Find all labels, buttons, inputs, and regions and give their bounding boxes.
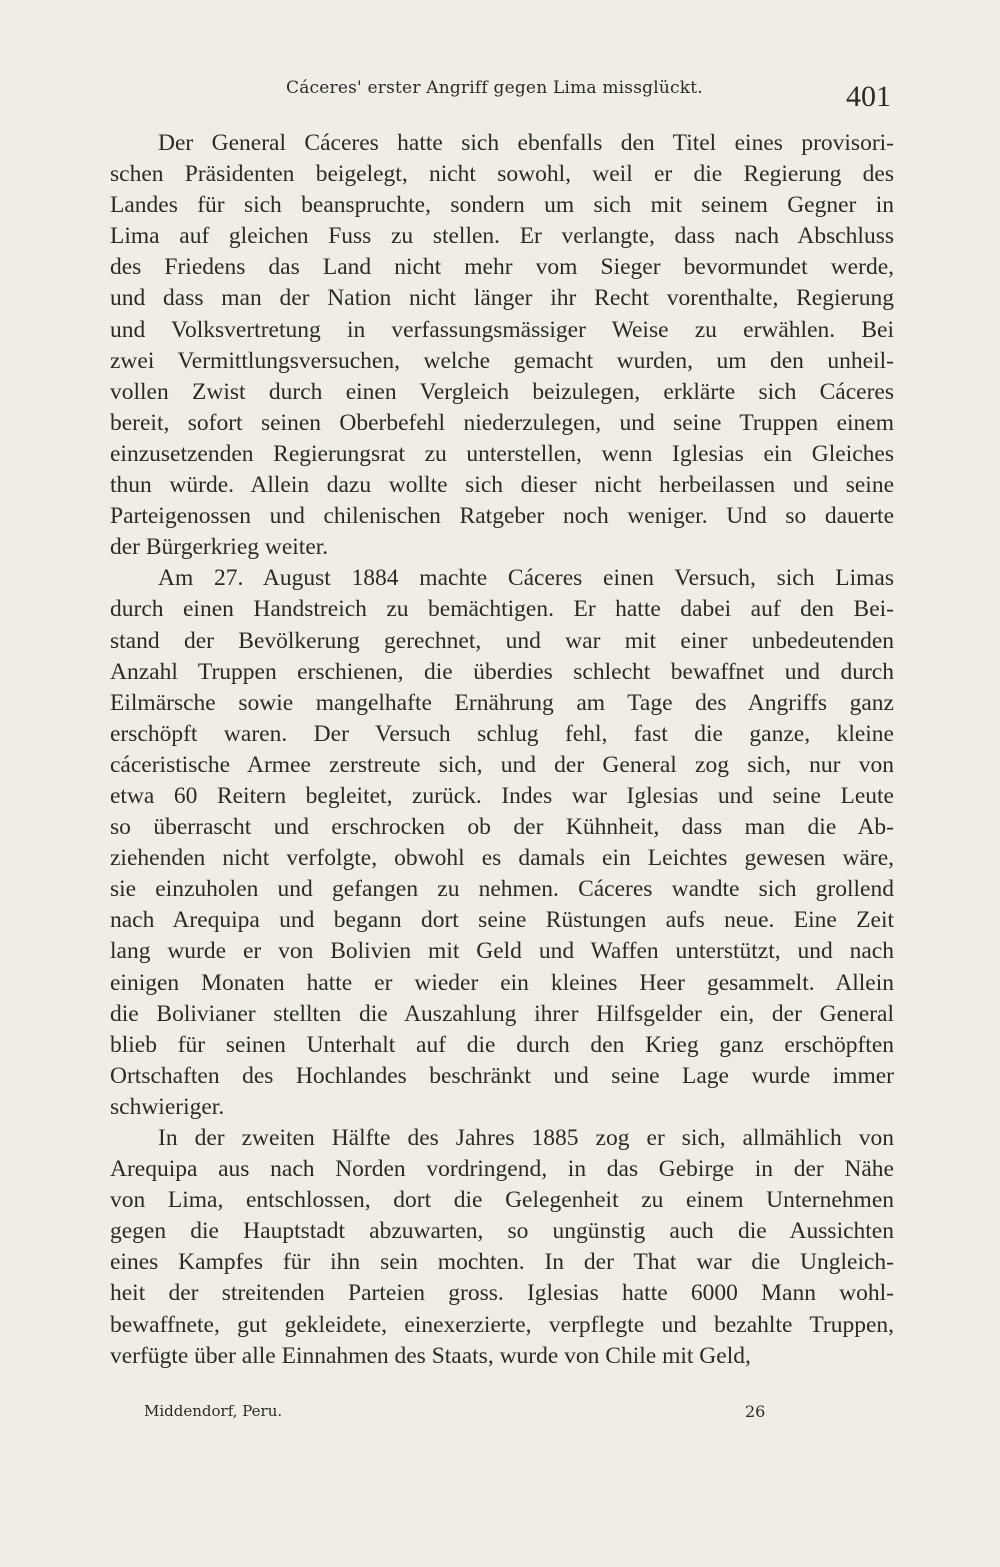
text-line: Der General Cáceres hatte sich ebenfalls den Titel eines provisori- [158,130,894,156]
text-line: vollen Zwist durch einen Vergleich beizulegen, erklärte sich Cáceres [110,378,894,405]
text-line: Anzahl Truppen erschienen, die überdies schlecht bewaffnet und durch [110,658,894,685]
text-line: gegen die Hauptstadt abzuwarten, so ungünstig auch die Aussichten [110,1218,894,1245]
text-line: des Friedens das Land nicht mehr vom Sieger bevormundet werde, [110,254,894,281]
body-text [110,128,894,1372]
text-line: lang wurde er von Bolivien mit Geld und Waffen unterstützt, und nach [110,938,894,965]
text-line: einigen Monaten hatte er wieder ein kleines Heer gesammelt. Allein [110,969,894,996]
text-line: In der zweiten Hälfte des Jahres 1885 zog er sich, allmählich von [158,1125,894,1151]
text-line: die Bolivianer stellten die Auszahlung ihrer Hilfsgelder ein, der General [110,1000,894,1027]
text-line: sie einzuholen und gefangen zu nehmen. Cáceres wandte sich grollend [110,876,894,903]
text-line: Ortschaften des Hochlandes beschränkt und seine Lage wurde immer [110,1062,894,1089]
text-line: ziehenden nicht verfolgte, obwohl es damals ein Leichtes gewesen wäre, [110,845,894,872]
text-line: einzusetzenden Regierungsrat zu unterstellen, wenn Iglesias ein Gleiches [110,440,894,467]
text-line: nach Arequipa und begann dort seine Rüstungen aufs neue. Eine Zeit [110,907,894,934]
text-line: erschöpft waren. Der Versuch schlug fehl, fast die ganze, kleine [110,720,894,747]
text-line: und Volksvertretung in verfassungsmässiger Weise zu erwählen. Bei [110,316,894,343]
text-line: cáceristische Armee zerstreute sich, und der General zog sich, nur von [110,751,894,778]
text-line: bewaffnete, gut gekleidete, einexerzierte, verpflegte und bezahlte Truppen, [110,1311,894,1338]
text-line: blieb für seinen Unterhalt auf die durch den Krieg ganz erschöpften [110,1031,894,1058]
text-line: heit der streitenden Parteien gross. Iglesias hatte 6000 Mann wohl- [110,1280,894,1307]
paragraph [110,563,894,1123]
text-line: so überrascht und erschrocken ob der Kühnheit, dass man die Ab- [110,814,894,841]
text-line: eines Kampfes für ihn sein mochten. In der That war die Ungleich- [110,1249,894,1276]
text-line: Arequipa aus nach Norden vordringend, in das Gebirge in der Nähe [110,1156,894,1183]
text-line: etwa 60 Reitern begleitet, zurück. Indes war Iglesias und seine Leute [110,782,894,809]
text-line: durch einen Handstreich zu bemächtigen. Er hatte dabei auf den Bei- [110,596,894,623]
text-line: schwieriger. [110,1093,225,1120]
paragraph [110,1123,894,1372]
text-line: von Lima, entschlossen, dort die Gelegenheit zu einem Unternehmen [110,1187,894,1214]
running-title: Cáceres' erster Angriff gegen Lima missglückt. [286,78,703,98]
text-line: Lima auf gleichen Fuss zu stellen. Er verlangte, dass nach Abschluss [110,223,894,250]
text-line: der Bürgerkrieg weiter. [110,534,329,561]
text-line: schen Präsidenten beigelegt, nicht sowohl, weil er die Regierung des [110,161,894,188]
text-line: und dass man der Nation nicht länger ihr Recht vorenthalte, Regierung [110,285,894,312]
text-line: thun würde. Allein dazu wollte sich dieser nicht herbeilassen und seine [110,472,894,499]
sheet-number: 26 [745,1402,766,1421]
signature-mark: Middendorf, Peru. [144,1402,283,1420]
text-line: Eilmärsche sowie mangelhafte Ernährung am Tage des Angriffs ganz [110,689,894,716]
paragraph [110,128,894,563]
text-line: bereit, sofort seinen Oberbefehl niederzulegen, und seine Truppen einem [110,409,894,436]
text-line: zwei Vermittlungsversuchen, welche gemacht wurden, um den unheil- [110,347,894,374]
text-line: Landes für sich beanspruchte, sondern um sich mit seinem Gegner in [110,192,894,219]
page-number: 401 [846,80,891,113]
text-line: Am 27. August 1884 machte Cáceres einen Versuch, sich Limas [158,565,894,592]
text-line: Parteigenossen und chilenischen Ratgeber noch weniger. Und so dauerte [110,503,894,530]
text-line: verfügte über alle Einnahmen des Staats, wurde von Chile mit Geld, [110,1342,751,1369]
text-line: stand der Bevölkerung gerechnet, und war mit einer unbedeutenden [110,627,894,654]
